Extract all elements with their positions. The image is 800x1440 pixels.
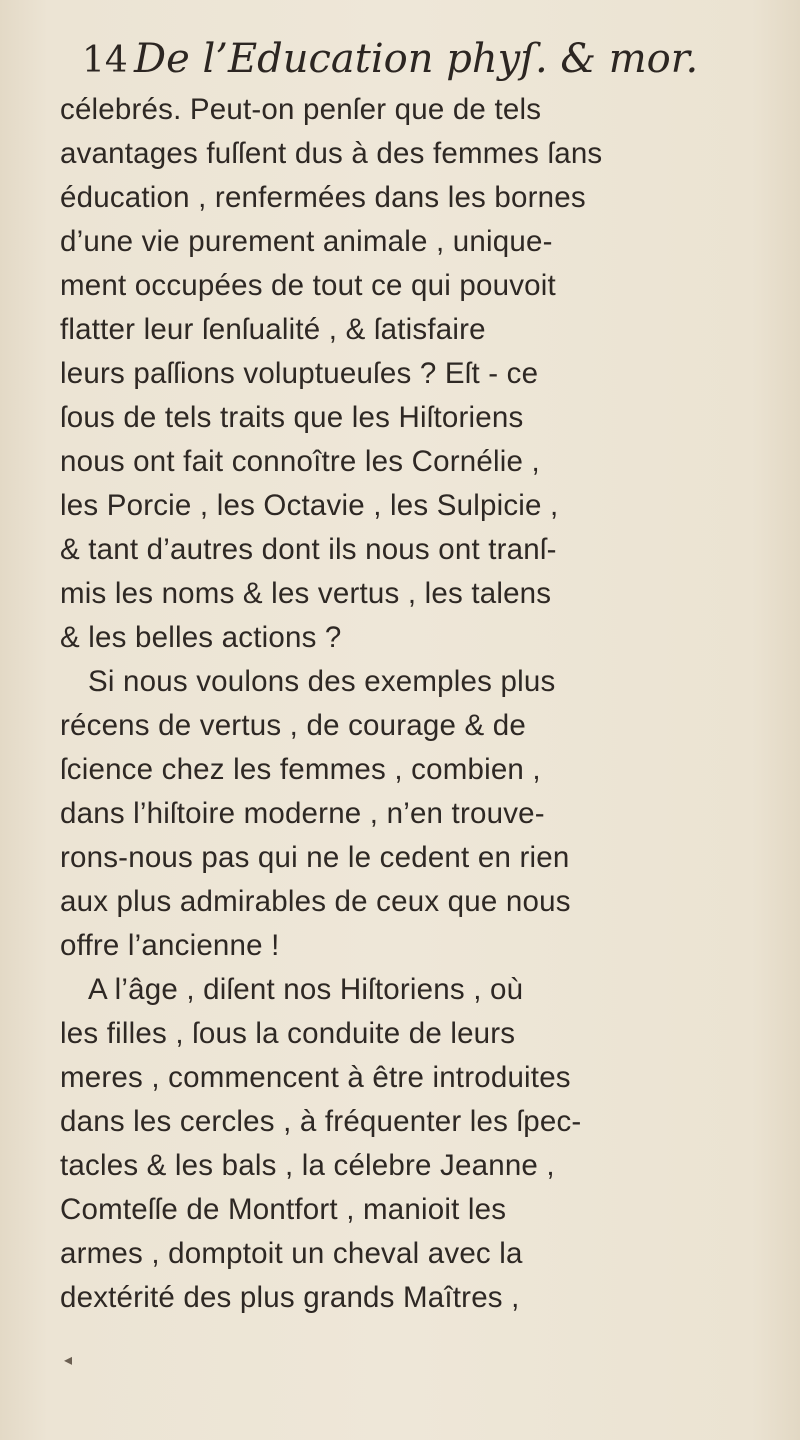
text-line: avantages fuſſent dus à des femmes ſans [60,137,603,170]
text-line: d’une vie purement animale , unique- [60,225,553,258]
text-line: récens de vertus , de courage & de [60,709,526,742]
text-line: armes , domptoit un cheval avec la [60,1237,523,1270]
text-line: mis les noms & les vertus , les talens [60,577,552,610]
text-line: meres , commencent à être introduites [60,1061,571,1094]
text-line: offre l’ancienne ! [60,929,280,962]
text-line: rons-nous pas qui ne le cedent en rien [60,841,570,874]
paragraph-start-line: Si nous voulons des exemples plus [88,665,556,698]
text-line: leurs paſſions voluptueuſes ? Eſt - ce [60,357,539,390]
text-line: & les belles actions ? [60,621,342,654]
text-line: nous ont fait connoître les Cornélie , [60,445,540,478]
text-line: tacles & les bals , la célebre Jeanne , [60,1149,555,1182]
text-line: dans l’hiſtoire moderne , n’en trouve- [60,797,545,830]
text-line: éducation , renfermées dans les bornes [60,181,586,214]
text-line: flatter leur ſenſualité , & ſatisfaire [60,313,486,346]
text-line: ment occupées de tout ce qui pouvoit [60,269,556,302]
text-line: les Porcie , les Octavie , les Sulpicie , [60,489,559,522]
text-line: les filles , ſous la conduite de leurs [60,1017,516,1050]
text-line: dextérité des plus grands Maîtres , [60,1281,520,1314]
text-line: ſcience chez les femmes , combien , [60,753,541,786]
paragraph-start-line: A l’âge , diſent nos Hiſtoriens , où [88,973,524,1006]
text-line: célebrés. Peut-on penſer que de tels [60,93,542,126]
text-line: aux plus admirables de ceux que nous [60,885,571,918]
margin-mark-icon: ◂ [64,1350,73,1369]
text-line: & tant d’autres dont ils nous ont tranſ- [60,533,557,566]
page-number: 14 [82,40,128,81]
page-header [82,36,742,92]
text-line: Comteſſe de Montfort , manioit les [60,1193,507,1226]
running-title: De l’Education phyſ. & mor. [134,36,699,82]
text-line: dans les cercles , à fréquenter les ſpec- [60,1105,582,1138]
text-line: ſous de tels traits que les Hiſtoriens [60,401,524,434]
